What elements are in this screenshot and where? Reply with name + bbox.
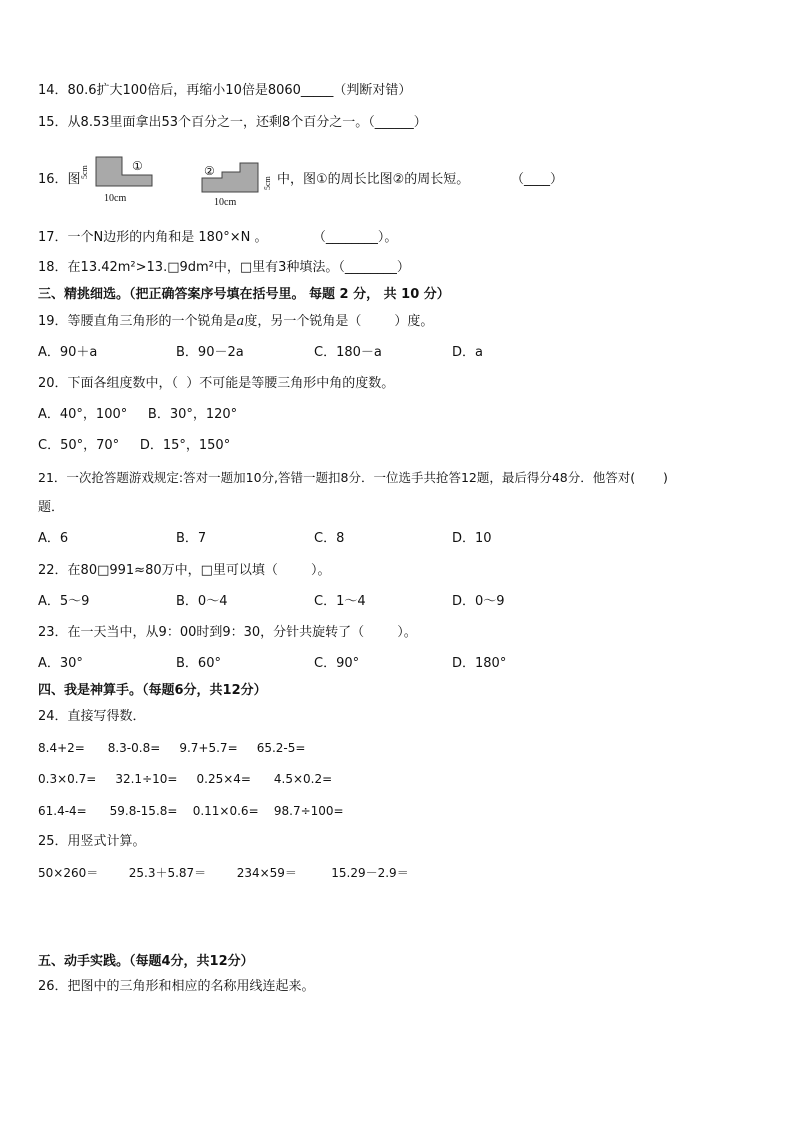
question-21-cont: 题． [38, 500, 65, 515]
section-3-heading: 三、精挑细选。（把正确答案序号填在括号里。 每题 2 分， 共 10 分） [38, 287, 450, 302]
figure-2-label: ② [204, 164, 215, 178]
option-a: A．90＋a [38, 345, 98, 360]
question-16-answer-blank: （____） [511, 172, 564, 187]
question-17: 17．一个N边形的内角和是 180°×N 。 （________）。 [38, 230, 398, 245]
option-b: B．90－2a [176, 345, 244, 360]
calc-row-3: 61.4-4= 59.8-15.8= 0.11×0.6= 98.7÷100= [38, 804, 344, 818]
question-19-stem: 19．等腰直角三角形的一个锐角是 [38, 314, 237, 329]
calc-row-2: 0.3×0.7= 32.1÷10= 0.25×4= 4.5×0.2= [38, 772, 333, 786]
question-22: 22．在80□991≈80万中，□里可以填（ ）。 [38, 563, 331, 578]
figure-2-width-label: 10cm [214, 197, 237, 208]
question-20: 20．下面各组度数中，（ ）不可能是等腰三角形中角的度数。 [38, 376, 395, 391]
question-18: 18．在13.42m²>13.□9dm²中，□里有3种填法。（________） [38, 260, 410, 275]
question-14: 14．80.6扩大100倍后，再缩小10倍是8060_____（判断对错） [38, 83, 412, 98]
question-23: 23．在一天当中，从9：00时到9：30，分针共旋转了（ ）。 [38, 625, 417, 640]
question-25: 25．用竖式计算。 [38, 834, 146, 849]
question-19-stem-end: 度，另一个锐角是（ ）度。 [244, 314, 434, 329]
figure-2-shape [200, 160, 280, 194]
option-d: D．0～9 [452, 594, 505, 609]
figure-2-height-label: 5cm [263, 176, 272, 190]
question-19 [38, 313, 433, 331]
figure-1-height-label: 5cm [80, 165, 89, 179]
question-26: 26．把图中的三角形和相应的名称用线连起来。 [38, 979, 315, 994]
option-a: A．6 [38, 531, 69, 546]
question-21: 21．一次抢答题游戏规定:答对一题加10分,答错一题扣8分．一位选手共抢答12题，最后得分48分．他答对( ) [38, 470, 668, 485]
option-d: D．10 [452, 531, 492, 546]
option-c: C．90° [314, 656, 360, 671]
option-a: A．5～9 [38, 594, 90, 609]
option-b: B．60° [176, 656, 221, 671]
option-a: A．30° [38, 656, 83, 671]
question-20-options-ab: A．40°，100° B．30°，120° [38, 407, 238, 422]
vertical-calc-row: 50×260＝ 25.3＋5.87＝ 234×59＝ 15.29－2.9＝ [38, 866, 409, 880]
option-b: B．0～4 [176, 594, 228, 609]
question-16-text: 中，图①的周长比图②的周长短。 [277, 172, 470, 187]
option-d: D．a [452, 345, 483, 360]
calc-row-1: 8.4+2= 8.3-0.8= 9.7+5.7= 65.2-5= [38, 741, 306, 755]
option-d: D．180° [452, 656, 507, 671]
question-15: 15．从8.53里面拿出53个百分之一，还剩8个百分之一。（______） [38, 115, 427, 130]
section-4-heading: 四、我是神算手。（每题6分，共12分） [38, 683, 267, 698]
option-c: C．180－a [314, 345, 382, 360]
option-c: C．1～4 [314, 594, 366, 609]
question-16-prefix: 16．图 [38, 172, 81, 187]
question-19-variable: a [236, 314, 245, 329]
option-b: B．7 [176, 531, 207, 546]
option-c: C．8 [314, 531, 345, 546]
figure-1-width-label: 10cm [104, 193, 127, 204]
question-24: 24．直接写得数． [38, 709, 146, 724]
figure-1-label: ① [132, 159, 143, 173]
section-5-heading: 五、动手实践。（每题4分，共12分） [38, 954, 254, 969]
question-20-options-cd: C．50°，70° D．15°，150° [38, 438, 231, 453]
figure-1-shape [82, 155, 160, 187]
